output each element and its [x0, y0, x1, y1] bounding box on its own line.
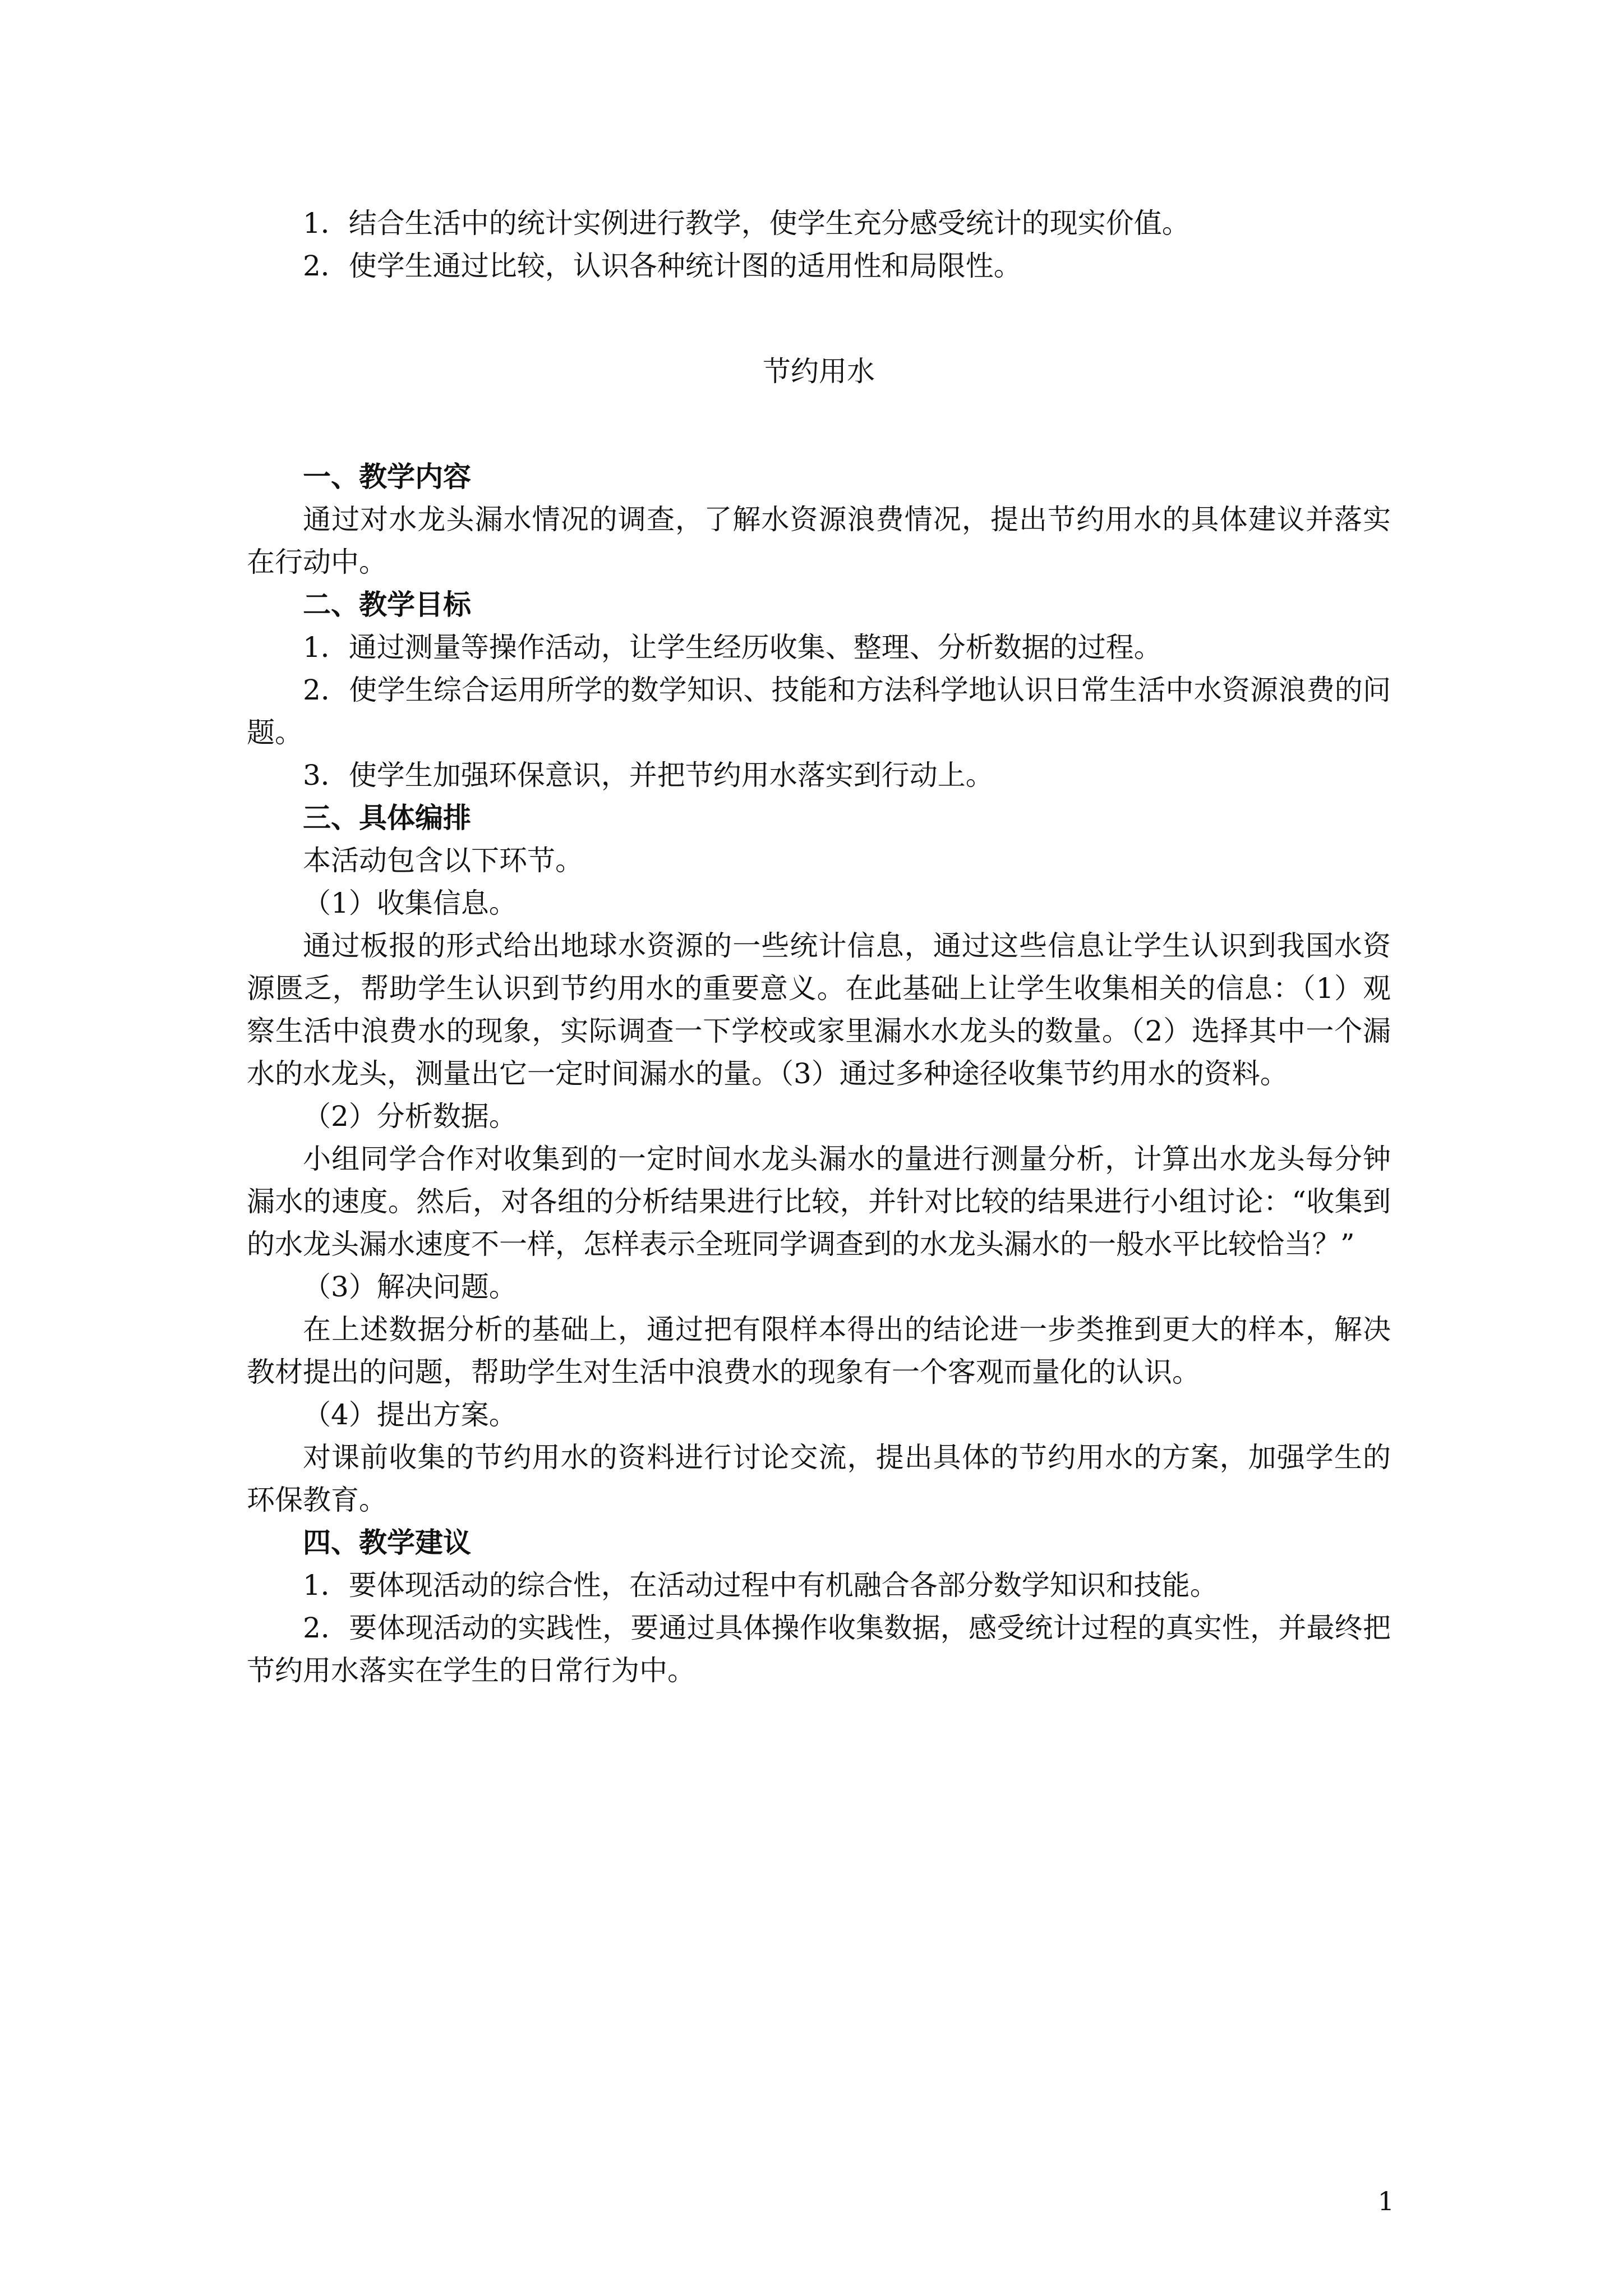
goal-item-1: 1．通过测量等操作活动，让学生经历收集、整理、分析数据的过程。 [303, 631, 1162, 664]
step-3-text: 在上述数据分析的基础上，通过把有限样本得出的结论进一步类推到更大的样本，解决教材提出的问题，帮助学生对生活中浪费水的现象有一个客观而量化的认识。 [247, 1313, 1391, 1388]
intro-item-2: 2．使学生通过比较，认识各种统计图的适用性和局限性。 [303, 250, 1022, 282]
step-4-title: （4）提出方案。 [303, 1398, 517, 1431]
arrangement-intro: 本活动包含以下环节。 [303, 844, 583, 877]
goal-item-2: 2．使学生综合运用所学的数学知识、技能和方法科学地认识日常生活中水资源浪费的问题。 [247, 674, 1391, 749]
suggestion-item-1: 1．要体现活动的综合性，在活动过程中有机融合各部分数学知识和技能。 [303, 1569, 1218, 1602]
section-heading-content: 一、教学内容 [303, 460, 471, 493]
step-1-title: （1）收集信息。 [303, 887, 517, 919]
section-heading-arrangement: 三、具体编排 [303, 801, 471, 834]
page-number: 1 [1377, 2186, 1394, 2216]
step-3-title: （3）解决问题。 [303, 1271, 517, 1303]
goal-item-3: 3．使学生加强环保意识，并把节约用水落实到行动上。 [303, 759, 994, 792]
section-heading-goals: 二、教学目标 [303, 588, 471, 621]
step-4-text: 对课前收集的节约用水的资料进行讨论交流，提出具体的节约用水的方案，加强学生的环保教育。 [247, 1441, 1391, 1516]
page-title: 节约用水 [763, 355, 875, 388]
step-2-text: 小组同学合作对收集到的一定时间水龙头漏水的量进行测量分析，计算出水龙头每分钟漏水的速度。然后，对各组的分析结果进行比较，并针对比较的结果进行小组讨论：“收集到的水龙头漏水速度不一样，怎样表示全班同学调查到的水龙头漏水的一般水平比较恰当？” [247, 1143, 1391, 1260]
section-content-paragraph: 通过对水龙头漏水情况的调查，了解水资源浪费情况，提出节约用水的具体建议并落实在行动中。 [247, 503, 1391, 578]
section-heading-suggestions: 四、教学建议 [303, 1526, 471, 1559]
document-body [247, 202, 1391, 1692]
suggestion-item-2: 2．要体现活动的实践性，要通过具体操作收集数据，感受统计过程的真实性，并最终把节约用水落实在学生的日常行为中。 [247, 1612, 1391, 1687]
step-2-title: （2）分析数据。 [303, 1100, 517, 1133]
step-1-text: 通过板报的形式给出地球水资源的一些统计信息，通过这些信息让学生认识到我国水资源匮乏，帮助学生认识到节约用水的重要意义。在此基础上让学生收集相关的信息：（1）观察生活中浪费水的现象，实际调查一下学校或家里漏水水龙头的数量。（2）选择其中一个漏水的水龙头，测量出它一定时间漏水的量。（3）通过多种途径收集节约用水的资料。 [247, 930, 1391, 1090]
intro-item-1: 1．结合生活中的统计实例进行教学，使学生充分感受统计的现实价值。 [303, 207, 1190, 240]
